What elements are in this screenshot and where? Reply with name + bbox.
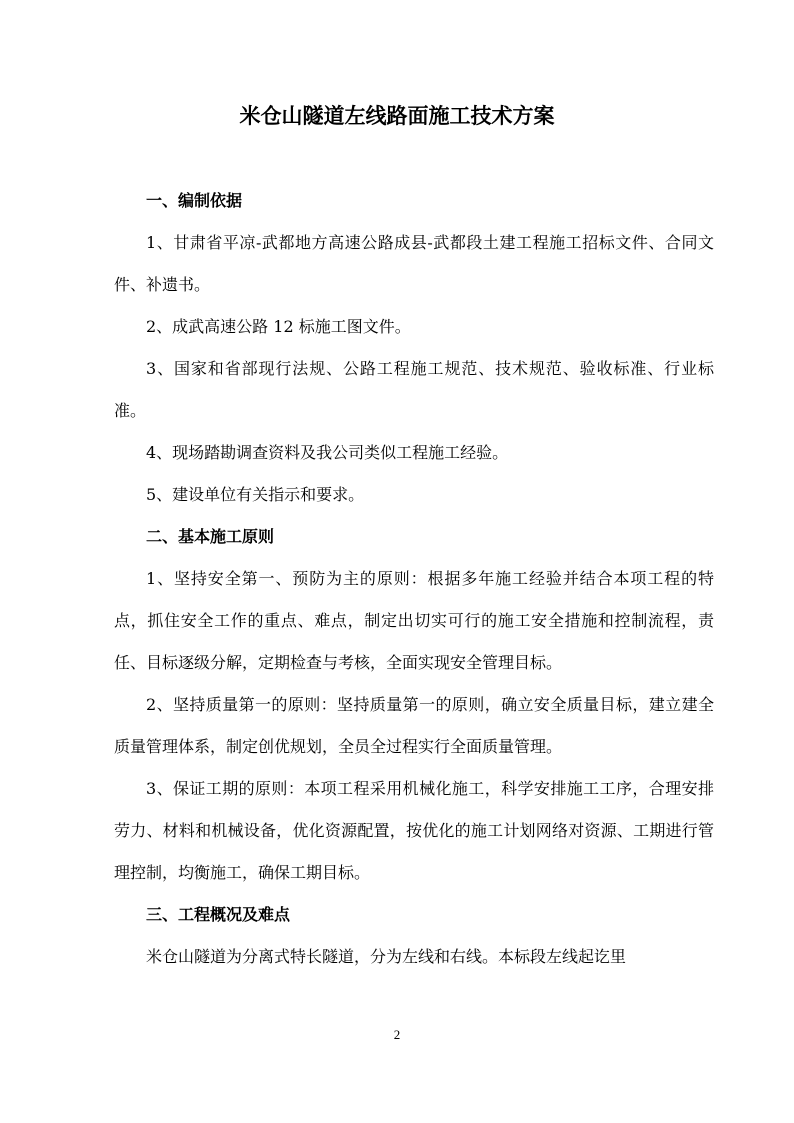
paragraph: 3、国家和省部现行法规、公路工程施工规范、技术规范、验收标准、行业标准。 xyxy=(114,359,714,420)
document-body xyxy=(114,180,714,978)
section-heading-principles: 二、基本施工原则 xyxy=(146,527,275,546)
paragraph: 1、坚持安全第一、预防为主的原则：根据多年施工经验并结合本项工程的特点，抓住安全工作的重点、难点，制定出切实可行的施工安全措施和控制流程，责任、目标逐级分解，定期检查与考核，全面实现安全管理目标。 xyxy=(114,569,714,672)
paragraph: 2、成武高速公路 12 标施工图文件。 xyxy=(146,317,411,336)
paragraph: 2、坚持质量第一的原则：坚持质量第一的原则，确立安全质量目标，建立建全质量管理体系，制定创优规划，全员全过程实行全面质量管理。 xyxy=(114,695,714,756)
page-number: 2 xyxy=(393,1027,401,1042)
paragraph: 4、现场踏勘调查资料及我公司类似工程施工经验。 xyxy=(146,443,509,462)
document-title: 米仓山隧道左线路面施工技术方案 xyxy=(239,103,555,128)
paragraph: 5、建设单位有关指示和要求。 xyxy=(146,485,365,504)
section-heading-basis: 一、编制依据 xyxy=(146,191,243,210)
paragraph: 米仓山隧道为分离式特长隧道，分为左线和右线。本标段左线起讫里 xyxy=(146,947,627,966)
paragraph: 3、保证工期的原则：本项工程采用机械化施工，科学安排施工工序，合理安排劳力、材料和机械设备，优化资源配置，按优化的施工计划网络对资源、工期进行管理控制，均衡施工，确保工期目标。 xyxy=(114,779,714,882)
paragraph: 1、甘肃省平凉-武都地方高速公路成县-武都段土建工程施工招标文件、合同文件、补遗书。 xyxy=(114,233,714,294)
section-heading-overview: 三、工程概况及难点 xyxy=(146,905,291,924)
